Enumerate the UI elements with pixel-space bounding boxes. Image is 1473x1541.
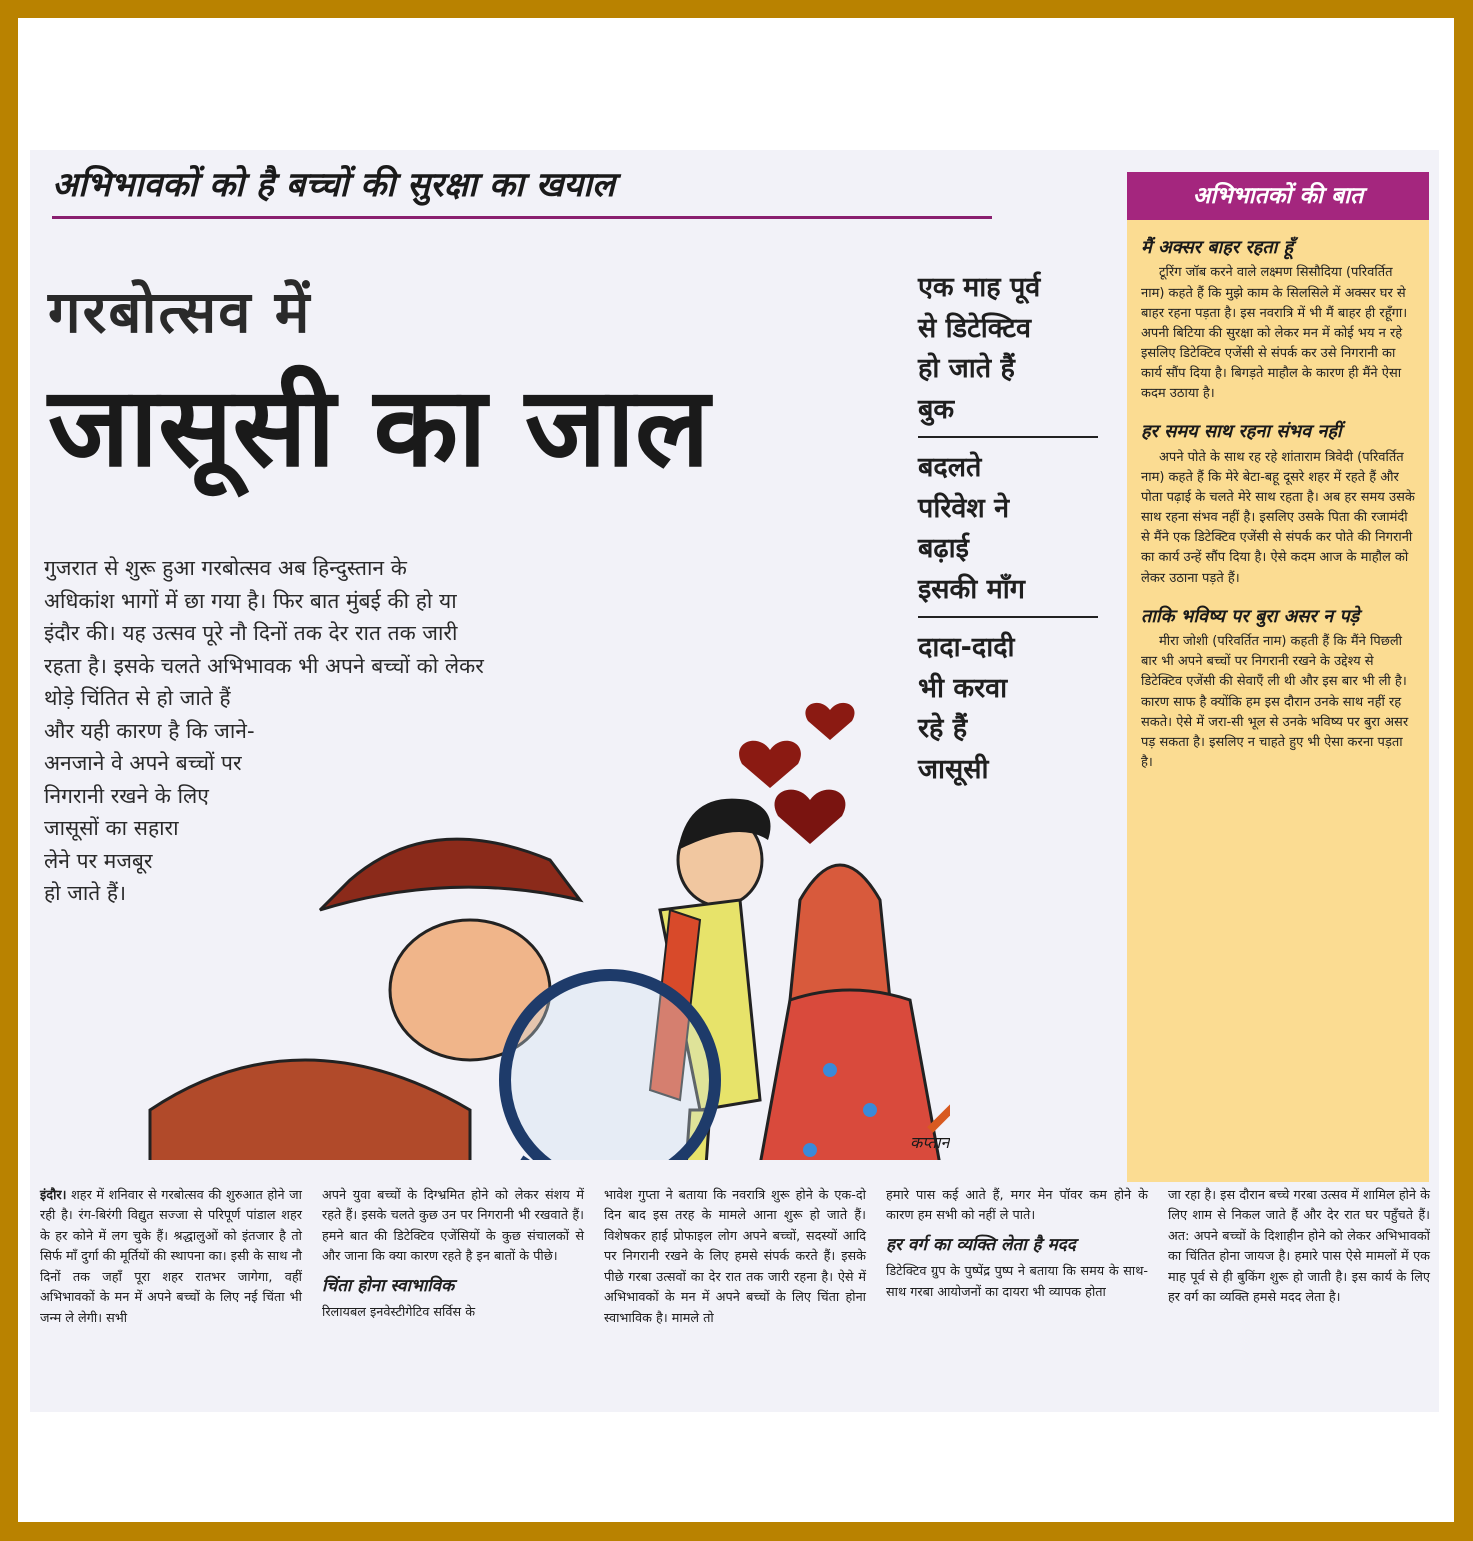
newspaper-clipping (30, 150, 1439, 1412)
kicker: अभिभावकों को है बच्चों की सुरक्षा का खयाल (52, 165, 615, 205)
magnifying-glass-icon (505, 975, 715, 1160)
body-column-1 (40, 1186, 302, 1329)
intro-line: रहता है। इसके चलते अभिभावक भी अपने बच्चों को लेकर (44, 653, 484, 678)
intro-line: जासूसों का सहारा (44, 816, 179, 841)
deck-line: से डिटेक्टिव (918, 312, 1032, 344)
heart-icon (775, 790, 846, 844)
dandiya-stick (930, 970, 950, 1130)
sidebar-subheading: मैं अक्सर बाहर रहता हूँ (1141, 237, 1294, 258)
deck-line: इसकी माँग (918, 573, 1025, 605)
detective-body (150, 1060, 470, 1160)
column-text: अपने युवा बच्चों के दिग्भ्रमित होने को लेकर संशय में रहते हैं। इसके चलते कुछ उन पर निगरानी भी रखवाते हैं। हमने बात की डिटेक्टिव एजेंसियों के कुछ संचालकों से और जाना कि क्या कारण रहते है इन बातों के पीछे। (322, 1188, 584, 1265)
headline-line-2: जासूसी का जाल (48, 363, 710, 491)
body-column-5 (1168, 1186, 1430, 1309)
headline-line-1: गरबोत्सव में (48, 278, 312, 346)
intro-line: गुजरात से शुरू हुआ गरबोत्सव अब हिन्दुस्तान के (44, 556, 407, 580)
sidebar-body: मीरा जोशी (परिवर्तित नाम) कहती हैं कि मैंने पिछली बार भी अपने बच्चों पर निगरानी रखने के उद्देश्य से डिटेक्टिव एजेंसी की सेवाएँ ली थी और इस बार भी ली है। कारण साफ है क्योंकि हम इस दौरान उनके साथ नहीं रह सकते। ऐसे में जरा-सी भूल से उनके भविष्य पर बुरा असर पड़ सकता है। इसलिए न चाहते हुए भी ऐसा करना पड़ता है। (1141, 634, 1409, 770)
heart-icon (739, 741, 801, 788)
intro-line: लेने पर मजबूर (44, 848, 153, 873)
sidebar (1127, 172, 1429, 1182)
sidebar-subheading: ताकि भविष्य पर बुरा असर न पड़े (1141, 605, 1360, 627)
column-text: डिटेक्टिव ग्रुप के पुष्पेंद्र पुष्प ने बताया कि समय के साथ-साथ गरबा आयोजनों का दायरा भी व्यापक होता (886, 1264, 1148, 1300)
intro-line: और यही कारण है कि जाने- (44, 718, 255, 743)
deck-divider (918, 436, 1098, 438)
body-column-4 (886, 1186, 1148, 1303)
deck-line: जासूसी (918, 753, 989, 785)
column-text: रिलायबल इनवेस्टीगेटिव सर्विस के (322, 1305, 476, 1321)
deck-line: बुक (918, 393, 955, 425)
intro-line: अधिकांश भागों में छा गया है। फिर बात मुंबई की हो या (44, 588, 457, 613)
girl-dupatta (790, 865, 890, 1000)
intro-paragraph (44, 552, 664, 910)
column-subheading: चिंता होना स्वाभाविक (322, 1275, 455, 1296)
deck-line: दादा-दादी (918, 632, 1015, 663)
body-column-3 (604, 1186, 866, 1329)
cartoonist-signature: कप्तान (910, 1133, 950, 1152)
deck-line: परिवेश ने (918, 492, 1010, 524)
deck-line: बदलते (918, 452, 982, 483)
heart-icon (805, 703, 854, 740)
sidebar-title: अभिभातकों की बात (1127, 172, 1429, 220)
sidebar-subheading: हर समय साथ रहना संभव नहीं (1141, 421, 1342, 443)
sidebar-body: अपने पोते के साथ रह रहे शांताराम त्रिवेदी (परिवर्तित नाम) कहते हैं कि मेरे बेटा-बहू दूसरे शहर में रहते हैं और पोता पढ़ाई के चलते मेरे साथ रहता है। अब हर समय उसके साथ रहना संभव नहीं है। इसलिए उसके पिता की रजामंदी से मैंने एक डिटेक्टिव एजेंसी से संपर्क कर पोते की निगरानी का कार्य उन्हें सौंप दिया है। ऐसे कदम आज के माहौल को लेकर उठाना पड़ते हैं। (1141, 449, 1415, 586)
deck-line: एक माह पूर्व (918, 272, 1041, 303)
column-subheading: हर वर्ग का व्यक्ति लेता है मदद (886, 1234, 1076, 1255)
deck-line: भी करवा (918, 672, 1008, 704)
sidebar-section (1127, 605, 1429, 773)
deck-line: हो जाते हैं (918, 353, 1015, 384)
intro-line: निगरानी रखने के लिए (44, 783, 209, 808)
sidebar-body: टूरिंग जॉब करने वाले लक्ष्मण सिसौदिया (परिवर्तित नाम) कहते हैं कि मुझे काम के सिलसिले में अक्सर घर से बाहर रहना पड़ता है। इस नवरात्रि में भी मैं बाहर ही रहूँगा। अपनी बिटिया की सुरक्षा को लेकर मन में कोई भय न रहे इसलिए डिटेक्टिव एजेंसी से संपर्क कर उसे निगरानी का कार्य सौंप दिया है। बिगड़ते माहौल के कारण ही मैंने ऐसा कदम उठाया है। (1141, 265, 1408, 402)
sidebar-section (1127, 236, 1429, 404)
kicker-underline (52, 216, 992, 219)
column-text: भावेश गुप्ता ने बताया कि नवरात्रि शुरू होने के एक-दो दिन बाद इस तरह के मामले आना शुरू हो जाते हैं। विशेषकर हाई प्रोफाइल लोग अपने बच्चों, सदस्यों आदि पर निगरानी रखने के लिए हमसे संपर्क करते हैं। इसके पीछे गरबा उत्सवों का देर रात तक जारी रहना है। ऐसे में अभिभावकों के मन में अपने बच्चों के लिए चिंता होना स्वाभाविक है। मामले तो (604, 1188, 866, 1326)
sidebar-section (1127, 420, 1429, 588)
deck-line: रहे हैं (918, 713, 968, 744)
intro-line: थोड़े चिंतित से हो जाते हैं (44, 686, 231, 711)
intro-line: हो जाते हैं। (44, 881, 127, 906)
column-text: जा रहा है। इस दौरान बच्चे गरबा उत्सव में शामिल होने के लिए शाम से निकल जाते हैं और देर रात घर पहुँचते हैं। अत: अपने बच्चों के दिशाहीन होने को लेकर अभिभावकों का चिंतित होना जायज है। हमारे पास ऐसे मामलों में एक माह पूर्व से ही बुकिंग शुरू हो जाती है। इस कार्य के लिए हर वर्ग का व्यक्ति हमसे मदद लेता है। (1168, 1188, 1430, 1306)
intro-line: इंदौर की। यह उत्सव पूरे नौ दिनों तक देर रात तक जारी (44, 621, 458, 646)
deck-line: बढ़ाई (918, 533, 969, 564)
column-text: शहर में शनिवार से गरबोत्सव की शुरुआत होने जा रही है। रंग-बिरंगी विद्युत सज्जा से परिपूर्ण पांडाल शहर के हर कोने में लग चुके हैं। श्रद्धालुओं को इंतजार है तो सिर्फ माँ दुर्गा की मूर्तियों की स्थापना का। इसी के साथ नौ दिनों तक जहाँ पूरा शहर रातभर जागेगा, वहीं अभिभावकों के मन में अपने बच्चों के लिए नई चिंता भी जन्म ले लेगी। सभी (40, 1188, 302, 1326)
body-columns (40, 1186, 1430, 1412)
column-text: हमारे पास कई आते हैं, मगर मेन पॉवर कम होने के कारण हम सभी को नहीं ले पाते। (886, 1188, 1148, 1224)
body-column-2 (322, 1186, 584, 1324)
dateline: इंदौर। (40, 1188, 67, 1203)
intro-line: अनजाने वे अपने बच्चों पर (44, 751, 242, 776)
